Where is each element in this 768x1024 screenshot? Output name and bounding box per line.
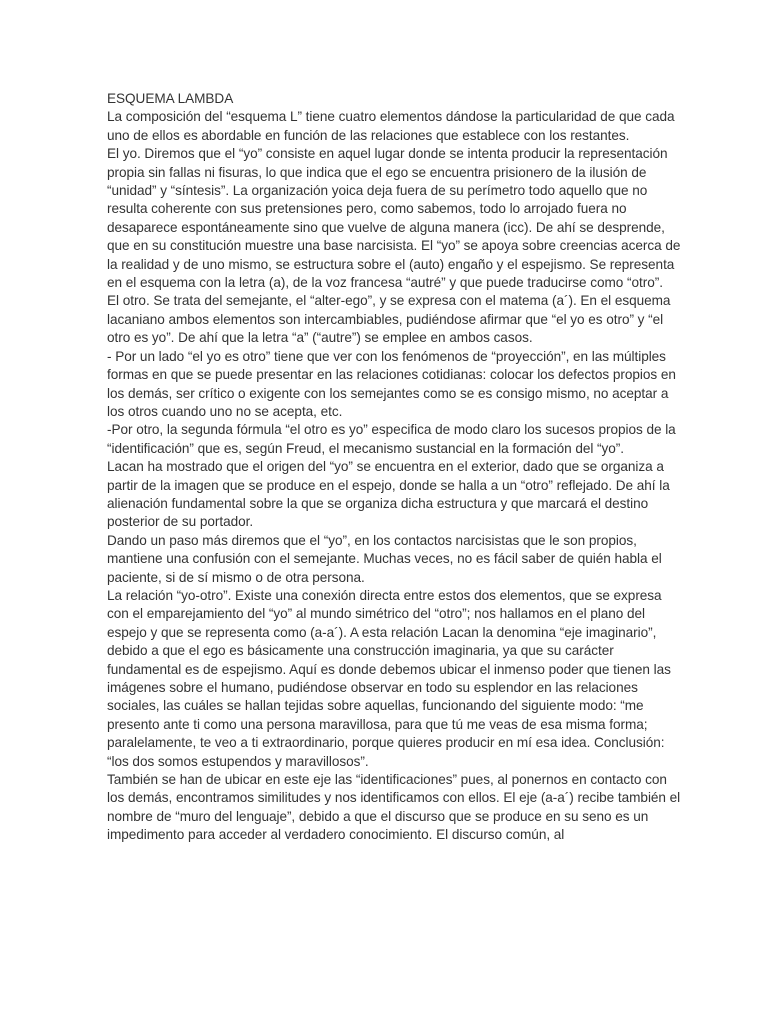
paragraph-proyeccion: - Por un lado “el yo es otro” tiene que ver con los fenómenos de “proyección”, en las múltiples formas en que se puede presentar en las relaciones cotidianas: colocar los defectos propios en los demás, ser crítico o exigente con los semejantes como se es consigo mismo, no aceptar a los otros cuando uno no se acepta, etc. [107, 348, 676, 419]
paragraph-el-otro: El otro. Se trata del semejante, el “alter-ego”, y se expresa con el matema (a´). En el esquema lacaniano ambos elementos son intercambiables, pudiéndose afirmar que “el yo es otro” y “el otro es yo”. De ahí que la letra “a” (“autre”) se emplee en ambos casos. [107, 293, 671, 346]
document-page [107, 90, 687, 845]
paragraph-relacion-yo-otro: La relación “yo-otro”. Existe una conexión directa entre estos dos elementos, que se expresa con el emparejamiento del “yo” al mundo simétrico del “otro”; nos hallamos en el plano del espejo y que se representa como (a-a´). A esta relación Lacan la denomina “eje imaginario”, debido a que el ego es básicamente una construcción imaginaria, ya que su carácter fundamental es de espejismo. Aquí es donde debemos ubicar el inmenso poder que tienen las imágenes sobre el humano, pudiéndose observar en todo su esplendor en las relaciones sociales, las cuáles se hallan tejidas sobre aquellas, funcionando del siguiente modo: “me presento ante ti como una persona maravillosa, para que tú me veas de esa misma forma; paralelamente, te veo a ti extraordinario, porque quieres producir en mí esa idea. Conclusión: “los dos somos estupendos y maravillosos”. [107, 587, 671, 769]
document-title: ESQUEMA LAMBDA [107, 91, 234, 106]
paragraph-el-yo: El yo. Diremos que el “yo” consiste en aquel lugar donde se intenta producir la representación propia sin fallas ni fisuras, lo que indica que el ego se encuentra prisionero de la ilusión de “unidad” y “síntesis”. La organización yoica deja fuera de su perímetro todo aquello que no resulta coherente con sus pretensiones pero, como sabemos, todo lo arrojado fuera no desaparece espontáneamente sino que vuelve de alguna manera (icc). De ahí se desprende, que en su constitución muestre una base narcisista. El “yo” se apoya sobre creencias acerca de la realidad y de uno mismo, se estructura sobre el (auto) engaño y el espejismo. Se representa en el esquema con la letra (a), de la voz francesa “autré” y que puede traducirse como “otro”. [107, 146, 681, 291]
paragraph-identificaciones: También se han de ubicar en este eje las “identificaciones” pues, al ponernos en contacto con los demás, encontramos similitudes y nos identificamos con ellos. El eje (a-a´) recibe también el nombre de “muro del lenguaje”, debido a que el discurso que se produce en su seno es un impedimento para acceder al verdadero conocimiento. El discurso común, al [107, 772, 681, 843]
paragraph-confusion: Dando un paso más diremos que el “yo”, en los contactos narcisistas que le son propios, mantiene una confusión con el semejante. Muchas veces, no es fácil saber de quién habla el paciente, si de sí mismo o de otra persona. [107, 532, 662, 585]
paragraph-origen-yo: Lacan ha mostrado que el origen del “yo” se encuentra en el exterior, dado que se organiza a partir de la imagen que se produce en el espejo, donde se halla a un “otro” reflejado. De ahí la alienación fundamental sobre la que se organiza dicha estructura y que marcará el destino posterior de su portador. [107, 459, 670, 530]
paragraph-esquema-intro: La composición del “esquema L” tiene cuatro elementos dándose la particularidad de que cada uno de ellos es abordable en función de las relaciones que establece con los restantes. [107, 109, 675, 143]
paragraph-identificacion: -Por otro, la segunda fórmula “el otro es yo” especifica de modo claro los sucesos propios de la “identificación” que es, según Freud, el mecanismo sustancial en la formación del “yo”. [107, 422, 676, 456]
